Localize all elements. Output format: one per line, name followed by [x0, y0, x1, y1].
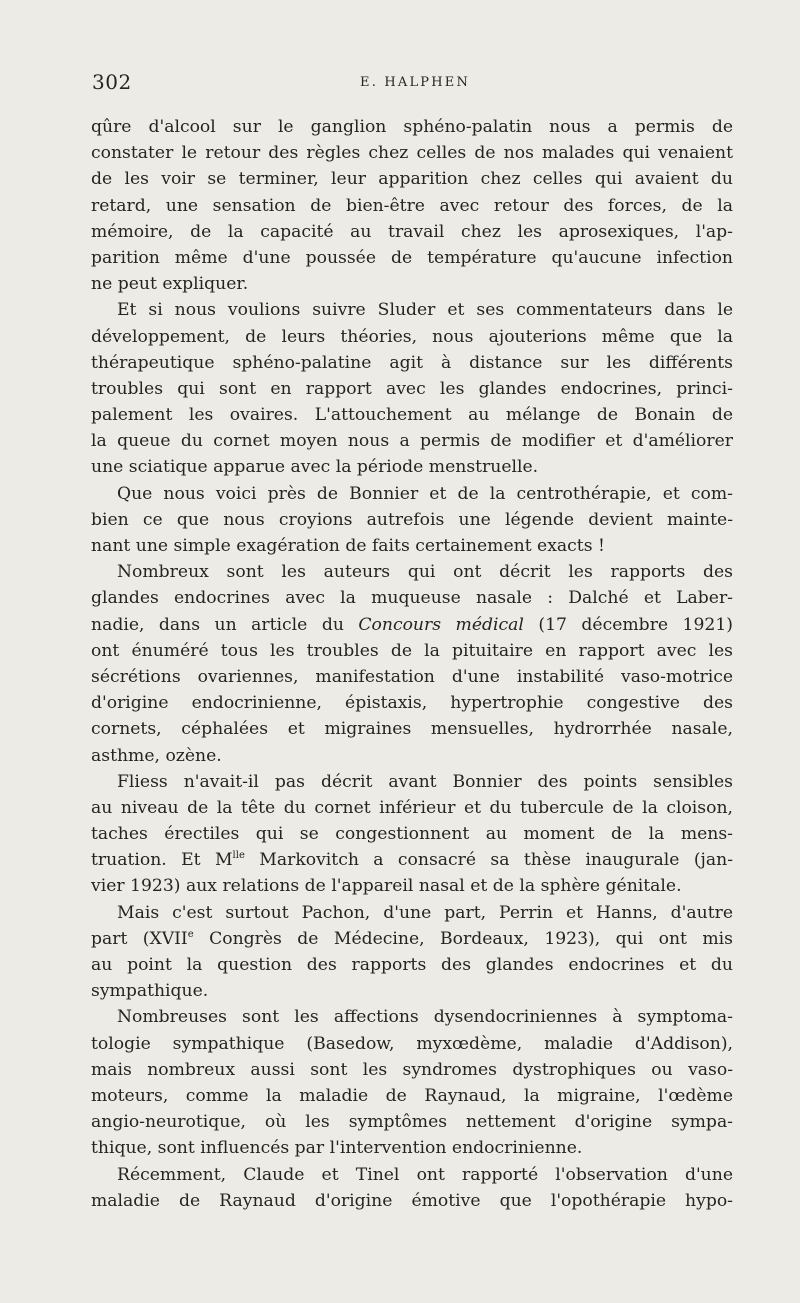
- text-line: mais nombreux aussi sont les syndromes dystrophiques ou vaso-: [91, 1059, 733, 1080]
- text-line: parition même d'une poussée de température qu'aucune infection: [91, 247, 733, 268]
- text-line: vier 1923) aux relations de l'appareil nasal et de la sphère génitale.: [91, 876, 682, 897]
- text-line: Mais c'est surtout Pachon, d'une part, Perrin et Hanns, d'autre: [117, 902, 733, 923]
- text-line: bien ce que nous croyions autrefois une légende devient mainte-: [91, 509, 733, 530]
- text-line: d'origine endocrinienne, épistaxis, hypertrophie congestive des: [91, 693, 733, 714]
- text-line: palement les ovaires. L'attouchement au mélange de Bonain de: [91, 405, 733, 426]
- line-segment: Markovitch a consacré sa thèse inaugurale (jan-: [259, 850, 734, 871]
- text-line: maladie de Raynaud d'origine émotive que l'opothérapie hypo-: [91, 1190, 733, 1211]
- page-header: [92, 70, 732, 96]
- journal-title: Concours médical: [358, 614, 524, 635]
- line-segment: Congrès de Médecine, Bordeaux, 1923), qui ont mis: [209, 928, 733, 949]
- text-line: Récemment, Claude et Tinel ont rapporté l'observation d'une: [117, 1164, 733, 1185]
- text-line: Nombreux sont les auteurs qui ont décrit les rapports des: [117, 562, 733, 583]
- text-line: sécrétions ovariennes, manifestation d'une instabilité vaso-motrice: [91, 666, 733, 687]
- text-line-composite: [91, 612, 733, 638]
- text-line-composite: [91, 847, 733, 873]
- line-segment: part (XVII: [91, 928, 188, 949]
- superscript: lle: [232, 850, 245, 862]
- text-line: qûre d'alcool sur le ganglion sphéno-palatin nous a permis de: [91, 117, 733, 137]
- text-line: Nombreuses sont les affections dysendocriniennes à symptoma-: [117, 1007, 733, 1028]
- text-line: Et si nous voulions suivre Sluder et ses commentateurs dans le: [117, 300, 733, 321]
- line-segment: truation. Et M: [91, 850, 233, 871]
- line-segment: nadie, dans un article du: [91, 614, 344, 635]
- running-title: E. HALPHEN: [360, 75, 471, 90]
- text-line: thérapeutique sphéno-palatine agit à distance sur les différents: [91, 352, 733, 373]
- text-line: au point la question des rapports des glandes endocrines et du: [91, 955, 733, 975]
- line-segment: (17 décembre 1921): [538, 614, 734, 635]
- text-line: Que nous voici près de Bonnier et de la centrothérapie, et com-: [117, 483, 733, 504]
- text-line: tologie sympathique (Basedow, myxœdème, maladie d'Addison),: [91, 1033, 733, 1054]
- superscript: e: [187, 928, 194, 940]
- text-line: sympathique.: [91, 981, 209, 1002]
- text-line: retard, une sensation de bien-être avec retour des forces, de la: [91, 195, 733, 216]
- text-line: thique, sont influencés par l'intervention endocrinienne.: [91, 1138, 583, 1159]
- text-line: Fliess n'avait-il pas décrit avant Bonnier des points sensibles: [117, 771, 733, 792]
- text-line: de les voir se terminer, leur apparition chez celles qui avaient du: [91, 169, 733, 190]
- text-line: nant une simple exagération de faits certainement exacts !: [91, 536, 605, 556]
- text-line: constater le retour des règles chez celles de nos malades qui venaient: [91, 143, 733, 164]
- text-line: au niveau de la tête du cornet inférieur et du tubercule de la cloison,: [91, 797, 733, 818]
- text-line: glandes endocrines avec la muqueuse nasale : Dalché et Laber-: [91, 588, 733, 609]
- page-number: 302: [92, 70, 132, 94]
- text-line: cornets, céphalées et migraines mensuelles, hydrorrhée nasale,: [91, 719, 733, 740]
- text-line: mémoire, de la capacité au travail chez les aprosexiques, l'ap-: [91, 221, 733, 242]
- text-line: développement, de leurs théories, nous ajouterions même que la: [91, 326, 733, 347]
- text-line: ne peut expliquer.: [91, 274, 249, 295]
- text-line: taches érectiles qui se congestionnent au moment de la mens-: [91, 824, 733, 845]
- text-line: angio-neurotique, où les symptômes nettement d'origine sympa-: [91, 1112, 733, 1133]
- text-line: moteurs, comme la maladie de Raynaud, la migraine, l'œdème: [91, 1085, 733, 1106]
- text-line: une sciatique apparue avec la période menstruelle.: [91, 457, 539, 478]
- text-line-composite: [91, 926, 733, 952]
- text-line: troubles qui sont en rapport avec les glandes endocrines, princi-: [91, 378, 733, 399]
- text-line: asthme, ozène.: [91, 745, 222, 766]
- text-line: ont énuméré tous les troubles de la pituitaire en rapport avec les: [91, 640, 733, 661]
- text-line: la queue du cornet moyen nous a permis de modifier et d'améliorer: [91, 431, 733, 452]
- body-text: [91, 114, 733, 1214]
